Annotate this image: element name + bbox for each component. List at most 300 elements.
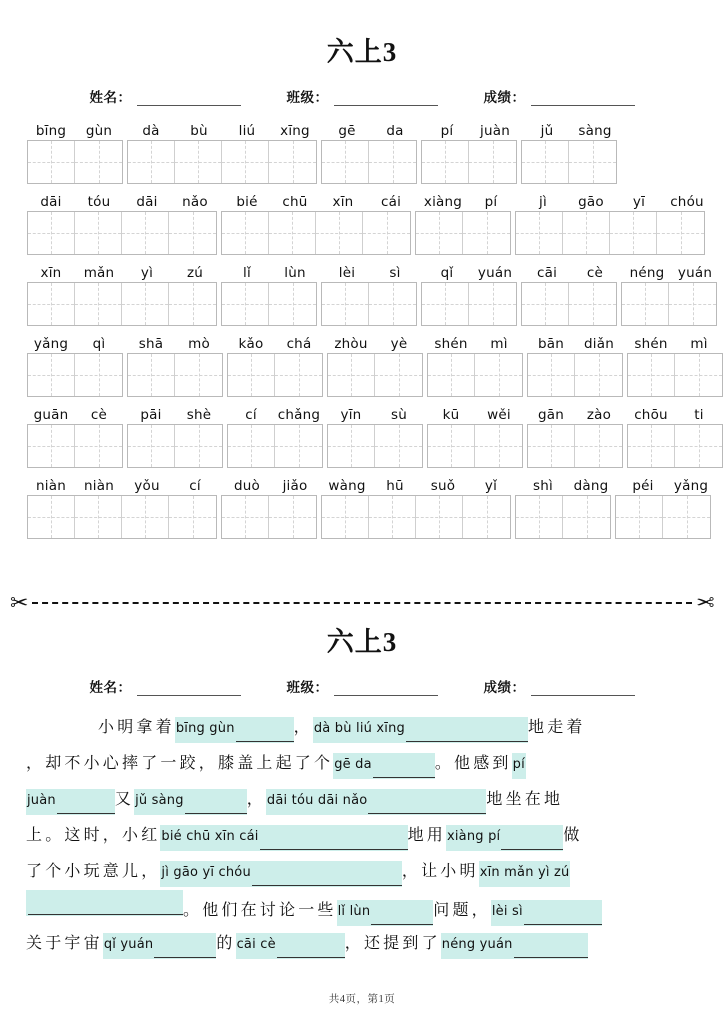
pinyin-syllable: chóu (670, 193, 704, 210)
pinyin-group (27, 264, 219, 283)
pinyin-syllable: gùn (85, 122, 113, 139)
tianzige-cell[interactable] (275, 354, 322, 396)
pinyin-group (223, 477, 319, 496)
pinyin-syllable: sì (389, 264, 401, 281)
name-field-top[interactable] (90, 86, 241, 106)
pinyin-syllable: yǎng (33, 335, 69, 352)
cloze-answer-rule[interactable] (371, 905, 433, 925)
tianzige-cell[interactable] (28, 354, 75, 396)
word-row (27, 262, 713, 326)
tianzige-group[interactable] (27, 495, 217, 539)
tianzige-cell[interactable] (169, 496, 216, 538)
tianzige-cell[interactable] (222, 141, 269, 183)
pinyin-group (427, 335, 523, 354)
tianzige-cell[interactable] (475, 425, 522, 467)
passage-text: 地坐在地 (486, 791, 564, 808)
tianzige-cell[interactable] (428, 425, 475, 467)
tianzige-cell[interactable] (175, 354, 222, 396)
cloze-blank[interactable] (333, 753, 435, 779)
tianzige-cell[interactable] (128, 425, 175, 467)
tianzige-cell[interactable] (122, 496, 169, 538)
tianzige-cell[interactable] (369, 283, 416, 325)
cloze-pinyin-hint: pí (512, 757, 525, 772)
passage-text: ， (293, 719, 313, 736)
score-label-bottom: 成绩： (483, 680, 526, 695)
tianzige-line (27, 353, 697, 397)
pinyin-syllable: yǒu (134, 477, 160, 494)
cloze-pinyin-hint: xiàng pí (446, 829, 501, 844)
tianzige-group[interactable] (321, 495, 511, 539)
tianzige-cell[interactable] (169, 212, 216, 254)
pinyin-group (27, 335, 123, 354)
tianzige-cell[interactable] (522, 283, 569, 325)
cloze-blank[interactable] (236, 933, 345, 959)
tianzige-cell[interactable] (375, 425, 422, 467)
passage-text: 了个小玩意儿， (26, 863, 161, 880)
tianzige-group[interactable] (427, 353, 523, 397)
pinyin-syllable: gāo (578, 193, 604, 210)
pinyin-group (223, 193, 415, 212)
tianzige-cell[interactable] (175, 141, 222, 183)
pinyin-group (519, 193, 711, 212)
tianzige-cell[interactable] (675, 425, 722, 467)
pinyin-line (27, 191, 704, 211)
cloze-answer-rule[interactable] (260, 830, 408, 850)
name-input-blank-bottom[interactable] (137, 682, 241, 696)
tianzige-cell[interactable] (628, 354, 675, 396)
tianzige-cell[interactable] (269, 141, 316, 183)
tianzige-cell[interactable] (128, 141, 175, 183)
cloze-answer-rule[interactable] (252, 866, 402, 886)
tianzige-cell[interactable] (269, 496, 316, 538)
class-field-bottom[interactable] (287, 676, 438, 696)
tianzige-group[interactable] (27, 282, 217, 326)
tianzige-cell[interactable] (222, 283, 269, 325)
pinyin-group (223, 264, 319, 283)
tianzige-cell[interactable] (322, 283, 369, 325)
pinyin-group (623, 264, 719, 283)
cloze-blank[interactable] (160, 861, 401, 887)
pinyin-group (27, 406, 123, 425)
pinyin-group (627, 335, 723, 354)
tianzige-cell[interactable] (657, 212, 704, 254)
pinyin-syllable: xīng (280, 122, 310, 139)
score-label-top: 成绩： (483, 90, 526, 105)
pinyin-syllable: xiàng (423, 193, 463, 210)
tianzige-cell[interactable] (669, 283, 716, 325)
word-row (27, 191, 704, 255)
tianzige-group[interactable] (421, 282, 517, 326)
tianzige-cell[interactable] (469, 283, 516, 325)
tianzige-cell[interactable] (28, 425, 75, 467)
pinyin-line (27, 262, 713, 282)
pinyin-group (423, 264, 519, 283)
scissors-icon-left: ✂ (10, 590, 29, 615)
tianzige-group[interactable] (221, 282, 317, 326)
pinyin-group (327, 406, 423, 425)
cloze-blank[interactable] (512, 753, 526, 779)
tianzige-line (27, 424, 697, 468)
passage-text: ，却不小心摔了一跤，膝盖上起了个 (26, 755, 334, 772)
tianzige-cell[interactable] (275, 425, 322, 467)
tianzige-cell[interactable] (375, 354, 422, 396)
tianzige-cell[interactable] (28, 141, 75, 183)
cloze-pinyin-hint: bīng gùn (175, 721, 235, 736)
pinyin-syllable: bān (538, 335, 564, 352)
tianzige-cell[interactable] (575, 354, 622, 396)
passage-line (26, 818, 698, 854)
pinyin-syllable: yuán (477, 264, 513, 281)
tianzige-line (27, 140, 697, 184)
pinyin-line (27, 120, 697, 140)
cloze-blank[interactable] (491, 900, 602, 926)
passage-text: 关于宇宙 (26, 935, 103, 952)
cloze-pinyin-hint: jì gāo yī chóu (161, 865, 251, 880)
pinyin-syllable: chōu (634, 406, 668, 423)
tianzige-cell[interactable] (75, 212, 122, 254)
tianzige-cell[interactable] (75, 354, 122, 396)
tianzige-cell[interactable] (75, 425, 122, 467)
cloze-blank[interactable] (266, 789, 487, 815)
passage-text: 。他感到 (434, 755, 512, 772)
tianzige-cell[interactable] (122, 212, 169, 254)
tianzige-group[interactable] (621, 282, 717, 326)
cloze-answer-rule[interactable] (406, 722, 528, 742)
tianzige-group[interactable] (521, 140, 617, 184)
tianzige-cell[interactable] (75, 141, 122, 183)
tianzige-cell[interactable] (322, 141, 369, 183)
passage-text: 的 (216, 935, 236, 952)
cloze-pinyin-hint: jǔ sàng (135, 793, 184, 808)
cloze-answer-rule[interactable] (185, 794, 247, 814)
pinyin-group (327, 335, 423, 354)
passage-text: 上。这时，小红 (26, 827, 161, 844)
cut-dashed-line (32, 602, 691, 604)
pinyin-syllable: kū (442, 406, 460, 423)
pinyin-syllable: chá (286, 335, 312, 352)
tianzige-cell[interactable] (322, 496, 369, 538)
tianzige-cell[interactable] (528, 425, 575, 467)
passage-text: 地走着 (528, 719, 586, 736)
tianzige-cell[interactable] (475, 354, 522, 396)
tianzige-cell[interactable] (222, 496, 269, 538)
pinyin-syllable: yì (140, 264, 154, 281)
tianzige-cell[interactable] (463, 212, 510, 254)
pinyin-group (419, 193, 515, 212)
tianzige-cell[interactable] (28, 496, 75, 538)
tianzige-cell[interactable] (622, 283, 669, 325)
pinyin-syllable: bīng (35, 122, 67, 139)
tianzige-cell[interactable] (416, 212, 463, 254)
tianzige-group[interactable] (27, 211, 217, 255)
cloze-answer-rule[interactable] (373, 758, 435, 778)
score-field-top[interactable] (484, 86, 635, 106)
pinyin-syllable: yī (632, 193, 646, 210)
pinyin-syllable: cí (245, 406, 257, 423)
tianzige-cell[interactable] (363, 212, 410, 254)
pinyin-syllable: shè (186, 406, 212, 423)
tianzige-group[interactable] (515, 211, 705, 255)
cloze-answer-rule[interactable] (57, 794, 115, 814)
tianzige-cell[interactable] (75, 283, 122, 325)
tianzige-cell[interactable] (269, 212, 316, 254)
tianzige-group[interactable] (127, 424, 223, 468)
pinyin-syllable: cái (380, 193, 402, 210)
tianzige-cell[interactable] (128, 354, 175, 396)
pinyin-group (619, 477, 715, 496)
tianzige-group[interactable] (527, 424, 623, 468)
tianzige-cell[interactable] (122, 283, 169, 325)
tianzige-group[interactable] (327, 353, 423, 397)
tianzige-cell[interactable] (628, 425, 675, 467)
tianzige-cell[interactable] (269, 283, 316, 325)
tianzige-cell[interactable] (228, 354, 275, 396)
tianzige-cell[interactable] (575, 425, 622, 467)
pinyin-group (227, 335, 323, 354)
tianzige-cell[interactable] (516, 496, 563, 538)
pinyin-group (527, 406, 623, 425)
pinyin-line (27, 475, 709, 495)
cloze-answer-rule[interactable] (236, 722, 294, 742)
pinyin-syllable: chǎng (277, 406, 321, 423)
pinyin-syllable: cāi (536, 264, 558, 281)
pinyin-syllable: chū (282, 193, 308, 210)
tianzige-cell[interactable] (422, 283, 469, 325)
tianzige-cell[interactable] (522, 141, 569, 183)
passage-line (26, 890, 698, 926)
tianzige-cell[interactable] (422, 141, 469, 183)
cloze-answer-rule[interactable] (524, 905, 602, 925)
score-input-blank-top[interactable] (531, 92, 635, 106)
pinyin-syllable: shén (434, 335, 468, 352)
tianzige-cell[interactable] (369, 141, 416, 183)
passage-text: ，还提到了 (344, 935, 441, 952)
tianzige-cell[interactable] (463, 496, 510, 538)
passage-line (26, 926, 698, 962)
cloze-pinyin-hint: lǐ lùn (337, 904, 371, 919)
cloze-blank[interactable] (26, 789, 115, 815)
pinyin-syllable: lǐ (243, 264, 251, 281)
tianzige-cell[interactable] (569, 141, 616, 183)
tianzige-group[interactable] (127, 140, 317, 184)
pinyin-syllable: pāi (140, 406, 162, 423)
tianzige-cell[interactable] (222, 212, 269, 254)
tianzige-group[interactable] (415, 211, 511, 255)
tianzige-cell[interactable] (328, 354, 375, 396)
pinyin-syllable: yuán (677, 264, 713, 281)
class-label-bottom: 班级： (286, 680, 329, 695)
passage-text: 。他们在讨论一些 (183, 902, 337, 919)
pinyin-group (127, 122, 319, 141)
class-input-blank-bottom[interactable] (334, 682, 438, 696)
cloze-blank[interactable] (441, 933, 588, 959)
pinyin-syllable: mò (188, 335, 210, 352)
cloze-blank[interactable] (175, 717, 294, 743)
tianzige-group[interactable] (327, 424, 423, 468)
name-label-top: 姓名： (89, 90, 132, 105)
cloze-blank[interactable] (446, 825, 563, 851)
cloze-blank[interactable] (103, 933, 217, 959)
tianzige-line (27, 211, 697, 255)
passage-line (26, 710, 698, 746)
tianzige-cell[interactable] (28, 212, 75, 254)
pinyin-syllable: jì (539, 193, 547, 210)
pinyin-group (527, 335, 623, 354)
tianzige-cell[interactable] (663, 496, 710, 538)
tianzige-cell[interactable] (428, 354, 475, 396)
tianzige-cell[interactable] (563, 496, 610, 538)
score-field-bottom[interactable] (484, 676, 635, 696)
tianzige-cell[interactable] (28, 283, 75, 325)
pinyin-grid-section (0, 120, 724, 539)
cloze-blank[interactable] (337, 900, 434, 926)
passage-line (26, 782, 698, 818)
pinyin-syllable: niàn (36, 477, 66, 494)
tianzige-group[interactable] (421, 140, 517, 184)
tianzige-cell[interactable] (610, 212, 657, 254)
pinyin-syllable: jiǎo (282, 477, 308, 494)
cloze-answer-rule[interactable] (277, 938, 345, 958)
pinyin-syllable: guān (33, 406, 69, 423)
tianzige-cell[interactable] (616, 496, 663, 538)
cloze-answer-rule[interactable] (28, 895, 183, 915)
tianzige-cell[interactable] (469, 141, 516, 183)
pinyin-syllable: yīn (340, 406, 362, 423)
passage-text: 问题， (433, 902, 491, 919)
tianzige-cell[interactable] (175, 425, 222, 467)
tianzige-group[interactable] (521, 282, 617, 326)
cloze-pinyin-hint: qǐ yuán (103, 937, 154, 952)
cloze-pinyin-hint: néng yuán (441, 937, 513, 952)
cloze-blank[interactable] (160, 825, 407, 851)
bottom-section (0, 620, 724, 962)
pinyin-syllable: yè (390, 335, 408, 352)
tianzige-group[interactable] (27, 424, 123, 468)
tianzige-cell[interactable] (228, 425, 275, 467)
pinyin-syllable: dà (142, 122, 160, 139)
pinyin-syllable: hū (386, 477, 404, 494)
tianzige-cell[interactable] (569, 283, 616, 325)
tianzige-group[interactable] (127, 353, 223, 397)
tianzige-cell[interactable] (416, 496, 463, 538)
tianzige-group[interactable] (27, 140, 123, 184)
tianzige-line (27, 282, 697, 326)
tianzige-group[interactable] (321, 140, 417, 184)
cloze-blank[interactable] (479, 861, 571, 887)
pinyin-group (27, 477, 219, 496)
cloze-blank[interactable] (134, 789, 247, 815)
pinyin-group (523, 264, 619, 283)
tianzige-group[interactable] (627, 424, 723, 468)
pinyin-syllable: cè (90, 406, 108, 423)
pinyin-syllable: sù (391, 406, 407, 423)
pinyin-syllable: da (386, 122, 404, 139)
pinyin-syllable: wěi (487, 406, 511, 423)
cloze-pinyin-hint: juàn (27, 793, 56, 808)
cloze-pinyin-hint: bié chū xīn cái (161, 829, 259, 844)
score-input-blank-bottom[interactable] (531, 682, 635, 696)
pinyin-syllable: kǎo (238, 335, 264, 352)
tianzige-group[interactable] (427, 424, 523, 468)
cloze-pinyin-hint: cāi cè (236, 937, 276, 952)
pinyin-syllable: liú (238, 122, 256, 139)
pinyin-syllable: xīn (332, 193, 354, 210)
word-row (27, 475, 709, 539)
tianzige-cell[interactable] (169, 283, 216, 325)
pinyin-syllable: juàn (480, 122, 510, 139)
tianzige-cell[interactable] (675, 354, 722, 396)
tianzige-group[interactable] (321, 282, 417, 326)
tianzige-cell[interactable] (75, 496, 122, 538)
pinyin-syllable: shì (533, 477, 553, 494)
pinyin-line (27, 333, 708, 353)
tianzige-group[interactable] (227, 424, 323, 468)
tianzige-cell[interactable] (516, 212, 563, 254)
pinyin-syllable: mì (690, 335, 708, 352)
pinyin-syllable: bié (236, 193, 258, 210)
cloze-answer-rule[interactable] (368, 794, 486, 814)
tianzige-group[interactable] (515, 495, 611, 539)
pinyin-group (27, 122, 123, 141)
name-field-bottom[interactable] (90, 676, 241, 696)
cloze-blank[interactable] (26, 890, 183, 916)
class-input-blank-top[interactable] (334, 92, 438, 106)
tianzige-cell[interactable] (316, 212, 363, 254)
cloze-blank[interactable] (313, 717, 528, 743)
pinyin-group (323, 477, 515, 496)
tianzige-group[interactable] (221, 211, 411, 255)
cloze-pinyin-hint: xīn mǎn yì zú (479, 865, 570, 880)
tianzige-group[interactable] (27, 353, 123, 397)
word-row (27, 333, 708, 397)
tianzige-cell[interactable] (563, 212, 610, 254)
tianzige-group[interactable] (221, 495, 317, 539)
pinyin-syllable: mǎn (83, 264, 115, 281)
cloze-pinyin-hint: lèi sì (491, 904, 523, 919)
cloze-answer-rule[interactable] (514, 938, 588, 958)
tianzige-cell[interactable] (328, 425, 375, 467)
pinyin-syllable: lùn (284, 264, 306, 281)
pinyin-group (427, 406, 523, 425)
cloze-answer-rule[interactable] (154, 938, 216, 958)
pinyin-syllable: duò (234, 477, 260, 494)
pinyin-syllable: sàng (578, 122, 612, 139)
cloze-passage (0, 710, 724, 962)
tianzige-group[interactable] (615, 495, 711, 539)
name-input-blank-top[interactable] (137, 92, 241, 106)
pinyin-syllable: ti (694, 406, 704, 423)
cloze-pinyin-hint: dà bù liú xīng (313, 721, 406, 736)
tianzige-cell[interactable] (528, 354, 575, 396)
tianzige-group[interactable] (227, 353, 323, 397)
pinyin-syllable: pí (440, 122, 454, 139)
pinyin-group (423, 122, 519, 141)
cloze-answer-rule[interactable] (501, 830, 563, 850)
tianzige-group[interactable] (627, 353, 723, 397)
pinyin-syllable: dāi (40, 193, 62, 210)
pinyin-syllable: jǔ (540, 122, 554, 139)
tianzige-cell[interactable] (369, 496, 416, 538)
pinyin-group (523, 122, 619, 141)
pinyin-syllable: tóu (87, 193, 111, 210)
pinyin-group (127, 406, 223, 425)
pinyin-group (27, 193, 219, 212)
class-field-top[interactable] (287, 86, 438, 106)
tianzige-line (27, 495, 697, 539)
tianzige-group[interactable] (527, 353, 623, 397)
pinyin-syllable: bù (190, 122, 208, 139)
pinyin-syllable: cè (586, 264, 604, 281)
